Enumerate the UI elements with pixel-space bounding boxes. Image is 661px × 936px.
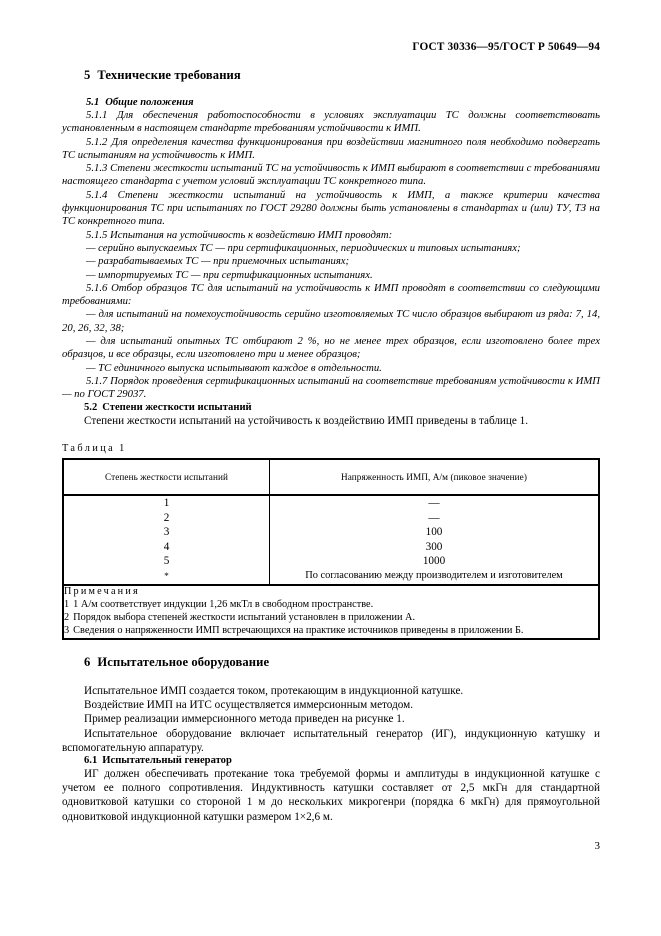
heading-subsection-6-1-number: 6.1 <box>84 755 98 767</box>
table-cell-field-strength-values <box>270 495 600 585</box>
table-caption-number: 1 <box>119 443 125 454</box>
paragraph-6-3: Пример реализации иммерсионного метода приведен на рисунке 1. <box>84 713 405 726</box>
heading-subsection-6-1 <box>62 755 600 766</box>
field-strength-value-open: По согласованию между производителем и изготовителем <box>305 569 563 581</box>
severity-level-2: 2 <box>163 511 170 524</box>
heading-subsection-5-2 <box>62 402 600 413</box>
table-notes-cell <box>63 585 599 639</box>
table-caption-word: Таблица <box>62 443 116 454</box>
heading-section-6 <box>62 655 600 670</box>
list-item-5-1-5-1: — серийно выпускаемых ТС — при сертификационных, периодических и типовых испытаниях; <box>86 241 521 254</box>
heading-section-6-number: 6 <box>84 655 91 669</box>
heading-subsection-5-2-title: Степени жесткости испытаний <box>102 401 252 413</box>
field-strength-value-5: 1000 <box>422 555 446 568</box>
table-note-2-number: 2 <box>64 611 70 623</box>
running-header-standard-ref: ГОСТ 30336—95/ГОСТ Р 50649—94 <box>412 41 600 53</box>
list-item-5-1-6-2: — для испытаний опытных ТС отбирают 2 %, но не менее трех образцов, если изготовлено более трех образцов, и все образцы, если изготовлено три и менее образцов; <box>62 335 600 361</box>
heading-subsection-5-1 <box>62 97 600 108</box>
table-head <box>63 459 599 495</box>
paragraph-5-1-3: 5.1.3 Степени жесткости испытаний ТС на устойчивость к ИМП выбирают в соответствии с требованиями настоящего стандарта с учетом условий эксплуатации ТС конкретного типа. <box>62 162 600 188</box>
paragraph-5-1-1: 5.1.1 Для обеспечения работоспособности в условиях эксплуатации ТС должны соответствовать установленным в настоящем стандарте требованиям устойчивости к ИМП. <box>62 109 600 135</box>
field-strength-value-1: — <box>428 497 440 509</box>
page-number: 3 <box>594 840 600 852</box>
heading-subsection-5-1-number: 5.1 <box>86 97 100 108</box>
list-item-5-1-6-3: — ТС единичного выпуска испытывают каждое в отдельности. <box>86 361 382 374</box>
paragraph-5-1-2: 5.1.2 Для определения качества функционирования при воздействии магнитного поля необходимо подвергать ТС испытаниям на устойчивость к ИМП. <box>62 135 600 161</box>
heading-subsection-5-2-number: 5.2 <box>84 401 98 413</box>
table-test-severity-levels <box>62 458 600 640</box>
table-column-header-field-strength: Напряженность ИМП, А/м (пиковое значение) <box>270 459 600 495</box>
heading-section-6-title: Испытательное оборудование <box>97 655 270 669</box>
field-strength-value-4: 300 <box>425 540 443 553</box>
heading-subsection-5-1-title: Общие положения <box>105 97 194 108</box>
table-notes-row <box>63 585 599 639</box>
table-note-2-text: Порядок выбора степеней жесткости испытаний установлен в приложении А. <box>73 611 416 623</box>
table-note-1-text: 1 А/м соответствует индукции 1,26 мкТл в свободном пространстве. <box>73 598 374 610</box>
table-body <box>63 495 599 639</box>
paragraph-6-4: Испытательное оборудование включает испытательный генератор (ИГ), индукционную катушку и вспомогательную аппаратуру. <box>62 727 600 754</box>
heading-subsection-6-1-title: Испытательный генератор <box>102 755 232 767</box>
table-column-header-severity: Степень жесткости испытаний <box>63 459 270 495</box>
paragraph-6-1-1: ИГ должен обеспечивать протекание тока требуемой формы и амплитуды в индукционной катушке с учетом ее полного сопротивления. Индуктивность катушки составляет от 2,5 мкГн для стандартной одновитковой катушки со стороной 1 м до нескольких микрогенри (порядка 6 мкГн) для прямоугольной одновитковой индукционной катушки размером 1×2,6 м. <box>62 768 600 823</box>
list-item-5-1-5-3: — импортируемых ТС — при сертификационных испытаниях. <box>86 268 373 281</box>
table-note-3-text: Сведения о напряженности ИМП встречающихся на практике источников приведены в приложении Б. <box>73 625 524 637</box>
field-strength-value-3: 100 <box>425 526 443 539</box>
list-item-5-1-6-1: — для испытаний на помехоустойчивость серийно изготовляемых ТС число образцов выбирают из ряда: 7, 14, 20, 26, 32, 38; <box>62 308 600 334</box>
table-notes-title: Примечания <box>64 585 140 597</box>
table-caption <box>62 443 124 454</box>
severity-level-4: 4 <box>163 540 170 553</box>
table-header-row <box>63 459 599 495</box>
paragraph-5-1-4: 5.1.4 Степени жесткости испытаний на устойчивость к ИМП, а также критерии качества функционирования ТС при испытаниях по ГОСТ 29280 должны быть установлены в стандартах и (или) ТУ, ТЗ на ТС конкретного типа. <box>62 188 600 228</box>
heading-section-5-title: Технические требования <box>97 68 241 82</box>
paragraph-6-1: Испытательное ИМП создается током, протекающим в индукционной катушке. <box>84 685 464 697</box>
table-row-data <box>63 495 599 585</box>
table-cell-severity-levels <box>63 495 270 585</box>
severity-level-5: 5 <box>163 555 170 568</box>
table-note-1 <box>64 598 598 611</box>
severity-level-1: 1 <box>163 497 170 509</box>
paragraph-5-1-7: 5.1.7 Порядок проведения сертификационных испытаний на соответствие требованиям устойчивости к ИМП — по ГОСТ 29037. <box>62 374 600 401</box>
heading-section-5-number: 5 <box>84 68 91 82</box>
heading-section-5 <box>62 68 600 83</box>
severity-level-open: * <box>164 570 169 581</box>
field-strength-value-2: — <box>428 511 440 524</box>
table-note-1-number: 1 <box>64 598 70 610</box>
main-text-column <box>62 68 600 428</box>
paragraph-5-1-6-intro: 5.1.6 Отбор образцов ТС для испытаний на устойчивость к ИМП проводят в соответствии со следующими требованиями: <box>62 281 600 308</box>
severity-level-3: 3 <box>163 526 170 539</box>
table-note-3 <box>64 624 598 637</box>
paragraph-5-1-5-intro: 5.1.5 Испытания на устойчивость к воздействию ИМП проводят: <box>86 228 393 241</box>
paragraph-5-2-1: Степени жесткости испытаний на устойчивость к воздействию ИМП приведены в таблице 1. <box>84 414 529 427</box>
lower-text-column <box>62 655 600 824</box>
paragraph-6-2: Воздействие ИМП на ИТС осуществляется иммерсионным методом. <box>84 699 414 712</box>
table-note-3-number: 3 <box>64 625 70 637</box>
list-item-5-1-5-2: — разрабатываемых ТС — при приемочных испытаниях; <box>86 255 350 268</box>
table-note-2 <box>64 611 598 624</box>
